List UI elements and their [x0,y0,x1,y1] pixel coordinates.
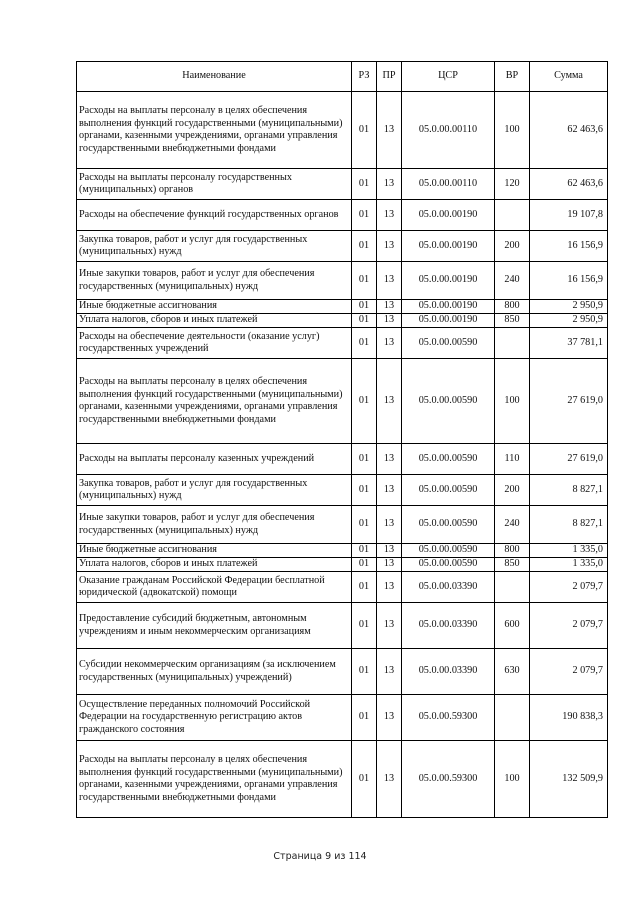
row-sum: 27 619,0 [530,359,608,444]
table-row [77,231,608,262]
row-pr: 13 [377,603,402,649]
table-row [77,328,608,359]
row-vr [495,695,530,741]
row-rz: 01 [352,475,377,506]
table-row [77,506,608,544]
row-rz: 01 [352,603,377,649]
row-sum: 62 463,6 [530,92,608,169]
row-rz: 01 [352,572,377,603]
page-number: Страница 9 из 114 [273,851,367,862]
row-name: Осуществление переданных полномочий Российской Федерации на государственную регистрацию актов гражданского состояния [77,695,352,741]
row-csr: 05.0.00.00590 [402,544,495,558]
row-vr [495,328,530,359]
row-vr: 600 [495,603,530,649]
table-row [77,544,608,558]
row-sum: 2 079,7 [530,649,608,695]
table-row [77,300,608,314]
row-pr: 13 [377,262,402,300]
row-rz: 01 [352,314,377,328]
row-rz: 01 [352,544,377,558]
header-vr: ВР [495,62,530,92]
row-pr: 13 [377,475,402,506]
row-name: Расходы на выплаты персоналу в целях обеспечения выполнения функций государственными (муниципальными) органами, казенными учреждениями, органами управления государственными внебюджетными фондами [77,92,352,169]
row-vr [495,572,530,603]
row-pr: 13 [377,695,402,741]
row-rz: 01 [352,262,377,300]
row-name: Уплата налогов, сборов и иных платежей [77,314,352,328]
row-name: Оказание гражданам Российской Федерации бесплатной юридической (адвокатской) помощи [77,572,352,603]
row-sum: 62 463,6 [530,169,608,200]
row-name: Расходы на обеспечение функций государственных органов [77,200,352,231]
row-sum: 16 156,9 [530,262,608,300]
table-row [77,444,608,475]
row-pr: 13 [377,741,402,818]
table-row [77,603,608,649]
row-pr: 13 [377,328,402,359]
row-csr: 05.0.00.00190 [402,262,495,300]
table-row [77,92,608,169]
row-vr: 800 [495,544,530,558]
row-vr: 240 [495,262,530,300]
row-name: Иные бюджетные ассигнования [77,300,352,314]
row-vr: 630 [495,649,530,695]
row-pr: 13 [377,558,402,572]
row-rz: 01 [352,328,377,359]
row-vr [495,200,530,231]
row-csr: 05.0.00.03390 [402,603,495,649]
row-sum: 16 156,9 [530,231,608,262]
row-csr: 05.0.00.00590 [402,475,495,506]
table-row [77,475,608,506]
row-rz: 01 [352,741,377,818]
row-csr: 05.0.00.00590 [402,328,495,359]
row-pr: 13 [377,506,402,544]
table-row [77,169,608,200]
row-vr: 240 [495,506,530,544]
row-sum: 190 838,3 [530,695,608,741]
row-vr: 100 [495,359,530,444]
row-vr: 120 [495,169,530,200]
row-pr: 13 [377,544,402,558]
row-csr: 05.0.00.00110 [402,92,495,169]
row-name: Иные бюджетные ассигнования [77,544,352,558]
row-pr: 13 [377,444,402,475]
row-pr: 13 [377,572,402,603]
row-csr: 05.0.00.03390 [402,649,495,695]
row-sum: 2 950,9 [530,314,608,328]
row-name: Закупка товаров, работ и услуг для государственных (муниципальных) нужд [77,475,352,506]
header-csr: ЦСР [402,62,495,92]
table-row [77,649,608,695]
row-rz: 01 [352,444,377,475]
row-vr: 200 [495,475,530,506]
table-row [77,741,608,818]
table-row [77,359,608,444]
row-rz: 01 [352,695,377,741]
table-row [77,695,608,741]
row-name: Уплата налогов, сборов и иных платежей [77,558,352,572]
row-name: Расходы на выплаты персоналу государственных (муниципальных) органов [77,169,352,200]
row-csr: 05.0.00.00190 [402,314,495,328]
row-csr: 05.0.00.00190 [402,300,495,314]
row-csr: 05.0.00.00590 [402,359,495,444]
row-name: Предоставление субсидий бюджетным, автономным учреждениям и иным некоммерческим организациям [77,603,352,649]
row-name: Иные закупки товаров, работ и услуг для обеспечения государственных (муниципальных) нужд [77,506,352,544]
row-rz: 01 [352,558,377,572]
row-csr: 05.0.00.00110 [402,169,495,200]
table-row [77,314,608,328]
row-csr: 05.0.00.59300 [402,695,495,741]
row-pr: 13 [377,359,402,444]
row-pr: 13 [377,649,402,695]
table-row [77,262,608,300]
row-rz: 01 [352,200,377,231]
row-rz: 01 [352,169,377,200]
row-sum: 2 079,7 [530,603,608,649]
row-name: Расходы на выплаты персоналу казенных учреждений [77,444,352,475]
budget-table [76,61,608,818]
row-name: Субсидии некоммерческим организациям (за исключением государственных (муниципальных) учреждений) [77,649,352,695]
row-csr: 05.0.00.59300 [402,741,495,818]
row-csr: 05.0.00.00590 [402,444,495,475]
table-body [77,92,608,818]
row-rz: 01 [352,649,377,695]
row-pr: 13 [377,231,402,262]
row-sum: 8 827,1 [530,506,608,544]
row-pr: 13 [377,169,402,200]
header-name: Наименование [77,62,352,92]
row-sum: 37 781,1 [530,328,608,359]
row-vr: 850 [495,314,530,328]
row-csr: 05.0.00.03390 [402,572,495,603]
header-sum: Сумма [530,62,608,92]
row-sum: 8 827,1 [530,475,608,506]
row-csr: 05.0.00.00190 [402,200,495,231]
row-vr: 850 [495,558,530,572]
row-sum: 19 107,8 [530,200,608,231]
row-vr: 100 [495,741,530,818]
row-sum: 2 079,7 [530,572,608,603]
row-sum: 27 619,0 [530,444,608,475]
row-csr: 05.0.00.00190 [402,231,495,262]
header-pr: ПР [377,62,402,92]
row-sum: 2 950,9 [530,300,608,314]
row-name: Иные закупки товаров, работ и услуг для обеспечения государственных (муниципальных) нужд [77,262,352,300]
header-rz: РЗ [352,62,377,92]
row-name: Расходы на обеспечение деятельности (оказание услуг) государственных учреждений [77,328,352,359]
row-rz: 01 [352,92,377,169]
row-pr: 13 [377,200,402,231]
row-pr: 13 [377,300,402,314]
row-name: Закупка товаров, работ и услуг для государственных (муниципальных) нужд [77,231,352,262]
table-header-row [77,62,608,92]
row-csr: 05.0.00.00590 [402,506,495,544]
row-sum: 132 509,9 [530,741,608,818]
table-row [77,572,608,603]
row-pr: 13 [377,314,402,328]
row-sum: 1 335,0 [530,544,608,558]
row-rz: 01 [352,300,377,314]
row-rz: 01 [352,359,377,444]
row-name: Расходы на выплаты персоналу в целях обеспечения выполнения функций государственными (муниципальными) органами, казенными учреждениями, органами управления государственными внебюджетными фондами [77,741,352,818]
row-vr: 100 [495,92,530,169]
table-row [77,558,608,572]
row-vr: 200 [495,231,530,262]
row-name: Расходы на выплаты персоналу в целях обеспечения выполнения функций государственными (муниципальными) органами, казенными учреждениями, органами управления государственными внебюджетными фондами [77,359,352,444]
row-sum: 1 335,0 [530,558,608,572]
row-csr: 05.0.00.00590 [402,558,495,572]
table-row [77,200,608,231]
row-vr: 110 [495,444,530,475]
row-rz: 01 [352,231,377,262]
row-vr: 800 [495,300,530,314]
row-pr: 13 [377,92,402,169]
row-rz: 01 [352,506,377,544]
